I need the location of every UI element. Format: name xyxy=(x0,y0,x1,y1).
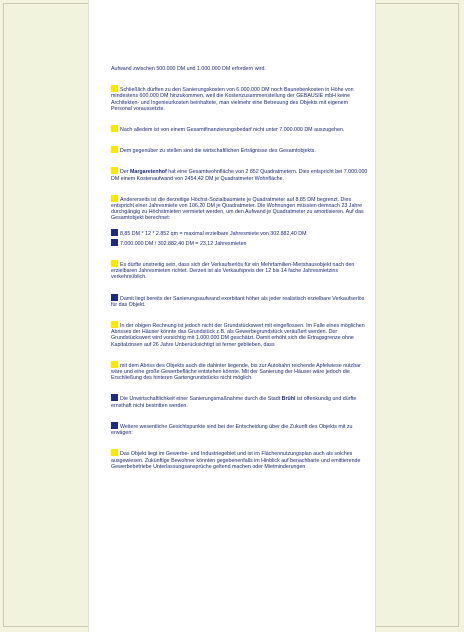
yellow-bullet-icon xyxy=(111,449,118,456)
paragraph-gewerbegebiet xyxy=(111,449,369,470)
paragraph-text: Es dürfte unstreitig sein, dass sich der Verkaufserlös für ein Mehrfamilien-Mietshausobjekt nach den erzielbaren Jahresmieten richtet. Derzeit ist als Verkaufspreis der 12 bis 14 fache Jahresmietzins verkehrsüblich. xyxy=(111,262,355,281)
calculation-line-2 xyxy=(111,239,369,247)
paragraph-text: Schließlich dürften zu den Sanierungskosten von 6.000.000 DM noch Baunebenkosten in Höhe von mindestens 600.000 DM hinzukommen, weil die Kostenzusammenstellung der GEBAUSIE mbH keine Architekten- und Ingenieurkosten beinhaltete, man vielmehr eine Betreuung des Objekts mit eigenem Personal voraussetzte. xyxy=(111,87,354,112)
yellow-bullet-icon xyxy=(111,146,118,153)
paragraph-intro xyxy=(111,66,369,72)
document-content xyxy=(111,66,369,470)
paragraph-text: Damit liegt bereits der Sanierungsaufwand exorbitant höher als jeder realistisch erzielbare Verkaufserlös für das Objekt. xyxy=(111,295,365,308)
paragraph-gesamtfinanzierung xyxy=(111,125,369,133)
paragraph-text: hat eine Gesamtwohnfläche von 2 852 Quadratmetern. Dies entspricht bei 7.000.000 DM einem Kostenaufwand von 2454,42 DM je Quadratmeter Wohnfläche. xyxy=(111,169,368,182)
paragraph-baunebenkosten xyxy=(111,85,369,112)
yellow-bullet-icon xyxy=(111,195,118,202)
paragraph-sanierungsaufwand xyxy=(111,294,369,308)
bold-term: Margaretenhof xyxy=(130,169,167,176)
yellow-bullet-icon xyxy=(111,125,118,132)
paragraph-text: In der obigen Rechnung ist jedoch nicht der Grundstückswert mit eingeflossen. Im Falle eines möglichen Abrisses der Häuser könnte das Grundstück z.B. als Gewerbegrundstück veräußert werden. Der Grundstückswert wird vorsichtig mit 1.000.000 DM geschätzt. Damit erhöht sich die Ertragsgrenze ohne Kapitalzinsen auf 26 Jahre Unberücksichtigt ist ferner geblieben, dass xyxy=(111,323,365,348)
paragraph-text: Nach alledem ist von einem Gesamtfinanzierungsbedarf nicht unter 7.000.000 DM auszugehen. xyxy=(120,127,345,134)
paragraph-text: Aufwand zwischen 500.000 DM und 1.000.000 DM erfordern wird. xyxy=(111,66,266,72)
paragraph-text: 7.000.000 DM / 302.882,40 DM = 23,12 Jahresmieten xyxy=(120,240,247,247)
paragraph-grundstueckswert xyxy=(111,321,369,348)
document-page xyxy=(88,0,376,632)
paragraph-margaretenhof: Der Margaretenhof hat eine Gesamtwohnfläche von 2 852 Quadratmetern. Dies entspricht bei 7.000.000 DM einem Kostenaufwand von 2454,42 DM je Quadratmeter Wohnfläche. xyxy=(111,169,368,182)
yellow-bullet-icon xyxy=(111,361,118,368)
paragraph-ertraegnisse xyxy=(111,146,369,154)
paragraph-abriss xyxy=(111,361,369,382)
paragraph-unwirtschaftlichkeit: Die Unwirtschaftlichkeit einer Sanierungsmaßnahme durch die Stadt Brühl ist offenkundig und dürfte ernsthaft nicht bestritten werden. xyxy=(111,396,357,409)
paragraph-text: Das Objekt liegt im Gewerbe- und Industriegebiet und ist im Flächennutzungsplan auch als solches ausgewiesen. Zukünftige Bewohner könnten gegebenenfalls im Hinblick auf benachbarte und emittierende Gewerbebetriebe Unterlassungsansprüche geltend machen oder Mietminderungen xyxy=(111,451,361,470)
paragraph-text: 8,85 DM * 12 * 2.852 qm = maximal erzielbare Jahresmiete von 302.882,40 DM xyxy=(120,230,307,237)
blue-bullet-icon xyxy=(111,394,118,401)
yellow-bullet-icon xyxy=(111,167,118,174)
paragraph-text: Dem gegenüber zu stellen sind die wirtschaftlichen Erträgnisse des Gesamtobjekts. xyxy=(120,148,316,155)
yellow-bullet-icon xyxy=(111,85,118,92)
paragraph-text: mit dem Abriss des Objekts auch die dahinter liegende, bis zur Autobahn reichende Apfelwiese nutzbar wäre und eine große Gewerbefläche entstehen könnte. Mit der Sanierung der Häuser wäre jedoch die Erschließung des hinteren Gartengrundstücks nicht möglich. xyxy=(111,362,361,382)
blue-bullet-icon xyxy=(111,239,118,246)
paragraph-text: ist offenkundig und dürfte ernsthaft nicht bestritten werden. xyxy=(111,396,357,409)
paragraph-sozialbaumiete xyxy=(111,195,369,222)
paragraph-text: Andererseits ist die derzeitige Höchst-Sozialbaumiete je Quadratmeter auf 8,85 DM begrenzt. Dies entspricht einer Jahresmiete von 106,20 DM je Quadratmeter. Die Wohnungen müssten demnach 23 Jahre durchgängig zu Höchstmieten vermietet werden, um den Aufwand je Quadratmeter zu amortisieren. Auf das Gesamtobjekt berechnet: xyxy=(111,196,364,222)
yellow-bullet-icon xyxy=(111,321,118,328)
paragraph-gesichtspunkte xyxy=(111,422,369,436)
blue-bullet-icon xyxy=(111,422,118,429)
bold-term: Brühl xyxy=(281,396,296,403)
paragraph-text: Weitere wesentliche Gesichtspunkte sind bei der Entscheidung über die Zukunft des Objekts mit zu erwägen: xyxy=(111,423,353,437)
blue-bullet-icon xyxy=(111,294,118,301)
yellow-bullet-icon xyxy=(111,260,118,267)
paragraph-verkaufserloes xyxy=(111,260,369,281)
calculation-line-1 xyxy=(111,229,369,237)
blue-bullet-icon xyxy=(111,229,118,236)
